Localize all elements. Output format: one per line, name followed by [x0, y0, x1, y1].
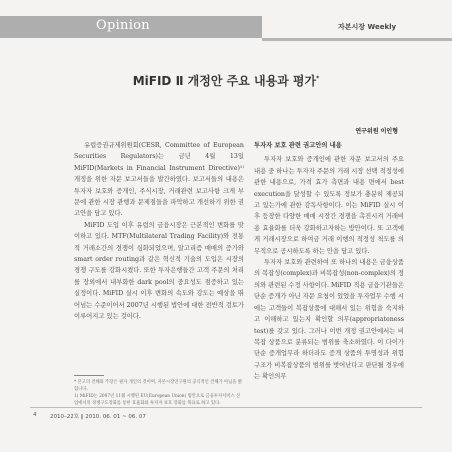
section-heading: 투자자 보호 관련 권고안의 내용: [254, 142, 342, 149]
footnote-divider: [74, 375, 104, 376]
article-title-text: MiFID Ⅱ 개정안 주요 내용과 평가: [132, 74, 317, 88]
page-number: 4: [33, 412, 37, 418]
issue-info: 2010–22호 ‖ 2010. 06. 01 ~ 06. 07: [50, 414, 146, 420]
paragraph: 투자자 보호와 증개인에 관한 자문 보고서의 주요 내용 중 하나는 투자자 주문의 거래 시장 선택 적정성에 관한 내용으로, 가격 효가 측면과 내용 면에서 best execution을 달성할 수 있도록 정보가 충분히 제공되고 있는가에 관한 감독사항이다. 이는 MiFID 실시 이후 등장한 다양한 매매 시장간 경쟁을 촉진시켜 거래비용 효율화를 더욱 강화하고자하는 방안이다. 또 고객에게 거래시장으로 하여금 거래 이행의 적정성 척도를 의무적으로 공시하도록 하는 안을 담고 있다.: [254, 156, 404, 255]
publication-name: 자본시장 Weekly: [338, 23, 397, 31]
page-header: [0, 0, 452, 42]
paragraph: 유럽증권규제위원회(CESR, Committee of European Securities Regulators)는 금년 4월 13일 MiFID(Markets in Financial Instrument Directive)¹⁾ 개정을 위한 자문 보고서들을 발간하였다. 보고서들의 내용은 투자자 보호와 증개인, 주식시장, 거래관련 보고사항 크게 부문에 관한 시장 관행과 문제점들을 파악하고 개선하기 위한 권고안을 담고 있다.: [74, 142, 244, 218]
right-column: [254, 140, 404, 383]
footnotes: [74, 380, 244, 408]
footnote: 1) MiFID는 2007년 11월 시행된 EU(European Union) 법안으로 금융투자서비스 산업에서의 경쟁구도강화를 통한 효율화와 투자자 보호 강화를 목표로 하고 있다.: [74, 394, 241, 406]
paragraph: 투자자 보호와 관련하여 또 하나의 내용은 금융상품의 복잡성(complex)과 비복잡성(non-complex)의 정의와 관련된 수정 사항이다. MiFID 적용 금융기관들은 단순 증개가 아닌 자문 요청이 있었을 투자업무 수행 시에는 고객들이 복잡상품에 대해서 있는 위험을 숙지하고 이해하고 있는지 확인할 의무(appropriateness test)를 갖고 있다. 그러나 이번 개정 권고안에서는 비복잡 상품으로 분류되는 범위를 축소하였다. 이 다이가 단순 증개업무라 하더라도 증개 상품의 투명성과 위험구조가 비복잡상품의 범위를 벗어난다고 판단될 경우에는 확인의무: [254, 259, 404, 381]
footnote: * 본고의 견해와 주장은 필자 개인의 것이며, 자본시장연구원의 공식적인 견해가 아님을 밝힙니다.: [74, 380, 242, 392]
footer-divider: [30, 407, 422, 408]
section-label: Opinion: [96, 18, 150, 33]
paragraph: MiFID 도입 이후 유럽의 금융시장은 근본적인 변화를 맞이하고 있다. MTF(Multilateral Trading Facility)와 전통적 거래소간의 경쟁이 심화되었으며, 알고리즘 매매의 증가와 smart order routing과 같은 혁신적 기술의 도입은 시장의 경쟁 구도를 강화시켰다. 또한 투자은행들간 고객 주문의 처리를 장외에서 내부화한 dark pool의 중요성도 점증하고 있는 실정이다. MiFID 실시 이후 변화의 속도와 강도는 예상을 뛰어넘는 수준이어서 2007년 시행된 법안에 대한 전반적 검토가 이루어지고 있는 것이다.: [74, 221, 244, 321]
article-title: [0, 72, 452, 89]
left-column: [74, 140, 244, 323]
article-author: 연구위원 이인형: [355, 128, 398, 135]
title-footnote-mark: *: [316, 75, 320, 82]
